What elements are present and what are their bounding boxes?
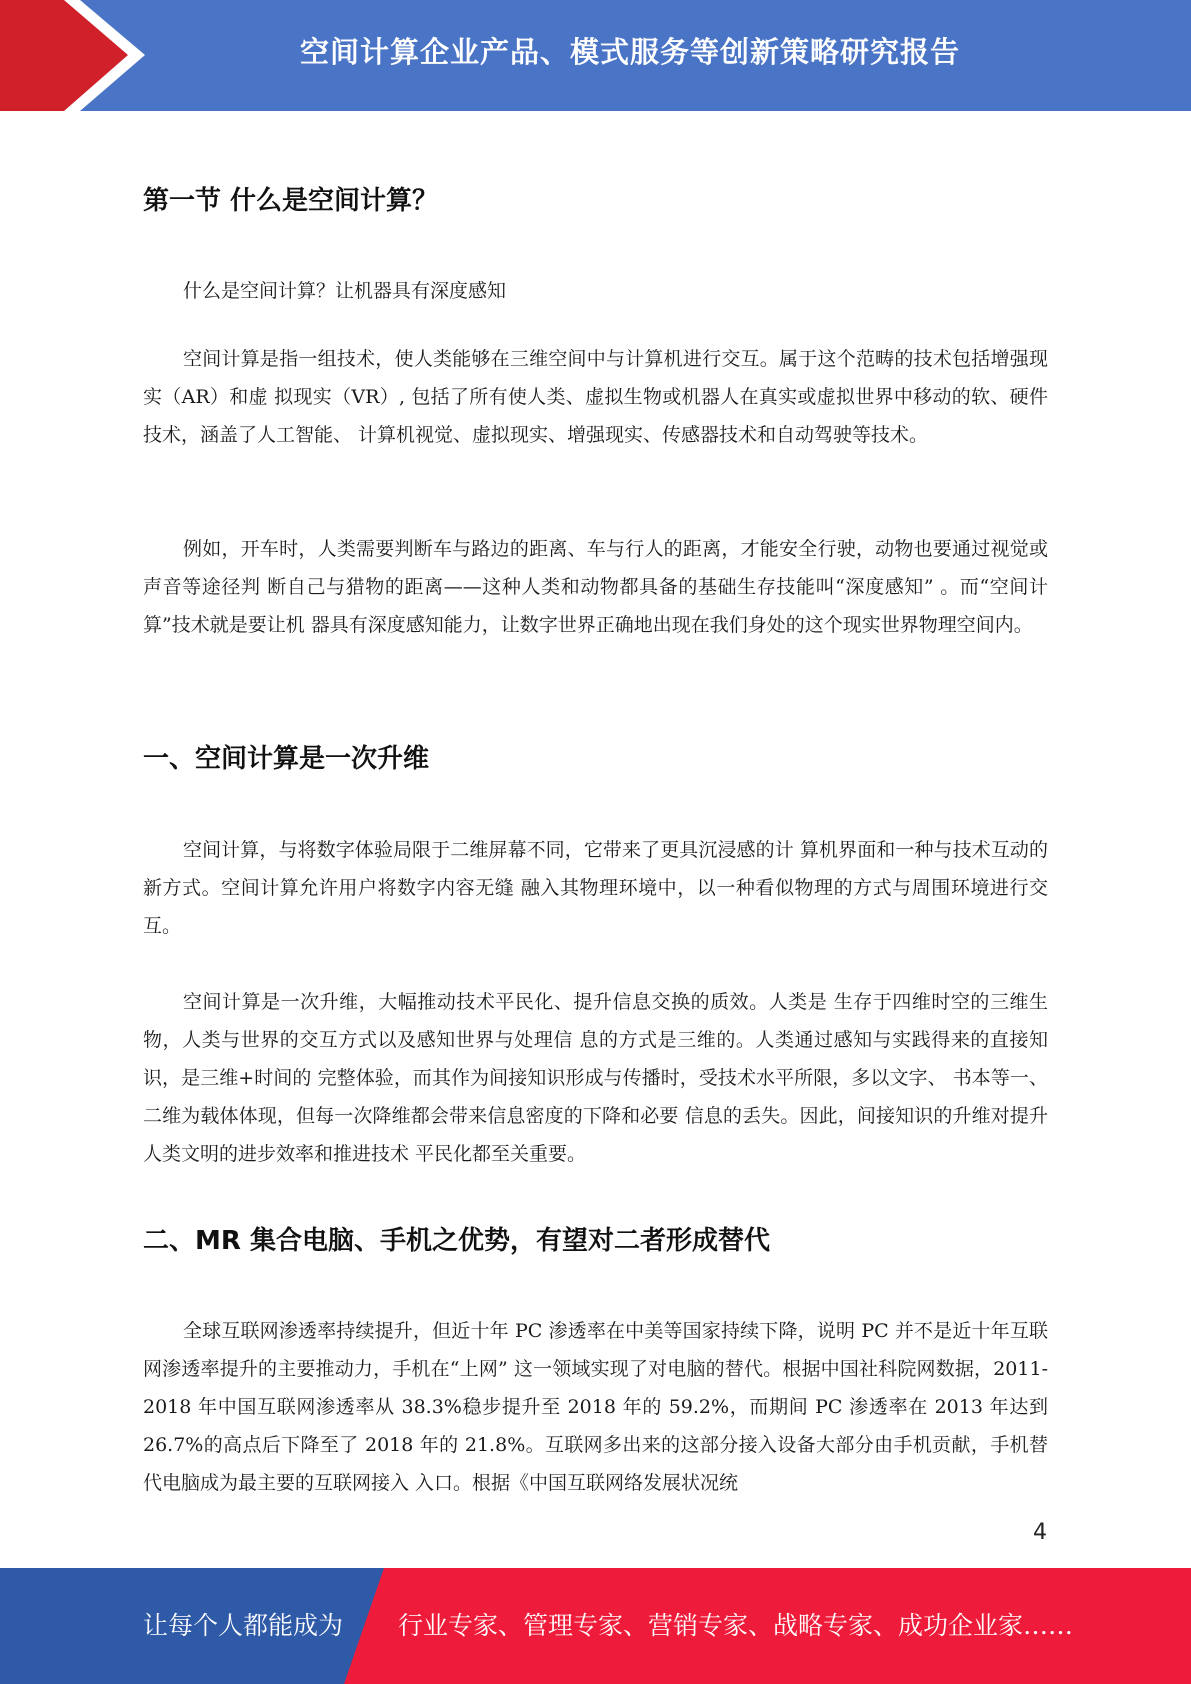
footer-slogan-left: 让每个人都能成为 [143,1611,344,1640]
paragraph-definition: 空间计算是指一组技术，使人类能够在三维空间中与计算机进行交互。属于这个范畴的技术包括增强现实（AR）和虚 拟现实（VR）, 包括了所有使人类、虚拟生物或机器人在真实或虚拟世界中移动的软、硬件技术，涵盖了人工智能、 计算机视觉、虚拟现实、增强现实、传感器技术和自动驾驶等技术。 [143,348,1048,446]
paragraph-upgrade-1: 空间计算，与将数字体验局限于二维屏幕不同，它带来了更具沉浸感的计 算机界面和一种与技术互动的新方式。空间计算允许用户将数字内容无缝 融入其物理环境中，以一种看似物理的方式与周围环境进行交互。 [143,839,1048,937]
section-subtitle: 什么是空间计算？让机器具有深度感知 [183,280,507,302]
header-band [0,0,1191,111]
paragraph-upgrade-2: 空间计算是一次升维，大幅推动技术平民化、提升信息交换的质效。人类是 生存于四维时空的三维生物，人类与世界的交互方式以及感知世界与处理信 息的方式是三维的。人类通过感知与实践得来的直接知识，是三维+时间的 完整体验，而其作为间接知识形成与传播时，受技术水平所限，多以文字、 书本等一、二维为载体体现，但每一次降维都会带来信息密度的下降和必要 信息的丢失。因此，间接知识的升维对提升人类文明的进步效率和推进技术 平民化都至关重要。 [143,991,1048,1165]
section-heading-2: 一、空间计算是一次升维 [143,744,430,774]
paragraph-mr-replacement: 全球互联网渗透率持续提升，但近十年 PC 渗透率在中美等国家持续下降，说明 PC 并不是近十年互联网渗透率提升的主要推动力，手机在“上网” 这一领域实现了对电脑的替代。根据中国社科院网数据，2011-2018 年中国互联网渗透率从 38.3%稳步提升至 2018 年的 59.2%，而期间 PC 渗透率在 2013 年达到 26.7%的高点后下降至了 2018 年的 21.8%。互联网多出来的这部分接入设备大部分由手机贡献，手机替代电脑成为最主要的互联网接入 入口。根据《中国互联网络发展状况统 [143,1320,1048,1494]
footer-band [0,1568,1191,1684]
section-heading-3: 二、MR 集合电脑、手机之优势，有望对二者形成替代 [143,1226,770,1256]
paragraph-example: 例如，开车时，人类需要判断车与路边的距离、车与行人的距离，才能安全行驶，动物也要通过视觉或声音等途径判 断自己与猎物的距离——这种人类和动物都具备的基础生存技能叫“深度感知” 。而“空间计算”技术就是要让机 器具有深度感知能力，让数字世界正确地出现在我们身处的这个现实世界物理空间内。 [143,538,1048,636]
section-heading-1: 第一节 什么是空间计算？ [143,186,439,216]
footer-slogan-right: 行业专家、管理专家、营销专家、战略专家、成功企业家…… [398,1611,1074,1640]
report-title: 空间计算企业产品、模式服务等创新策略研究报告 [299,35,960,69]
page-number: 4 [1033,1520,1047,1545]
